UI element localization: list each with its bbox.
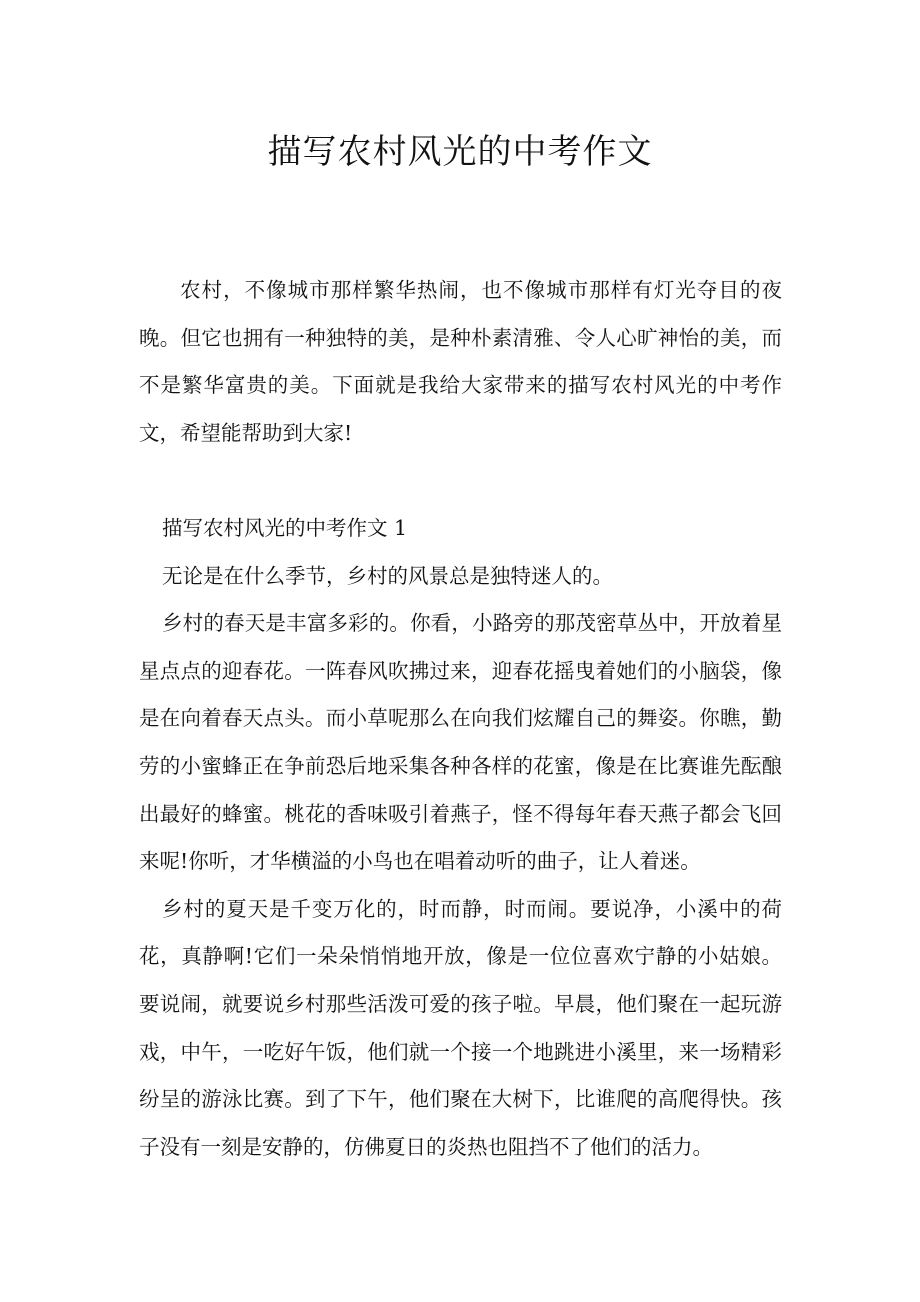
intro-paragraph: 农村，不像城市那样繁华热闹，也不像城市那样有灯光夺目的夜晚。但它也拥有一种独特的美，是种朴素清雅、令人心旷神怡的美，而不是繁华富贵的美。下面就是我给大家带来的描写农村风光的中考作文，希望能帮助到大家! xyxy=(139,278,782,445)
body-paragraph: 乡村的春天是丰富多彩的。你看，小路旁的那茂密草丛中，开放着星星点点的迎春花。一阵春风吹拂过来，迎春花摇曳着她们的小脑袋，像是在向着春天点头。而小草呢那么在向我们炫耀自己的舞姿。你瞧，勤劳的小蜜蜂正在争前恐后地采集各种各样的花蜜，像是在比赛谁先酝酿出最好的蜂蜜。桃花的香味吸引着燕子，怪不得每年春天燕子都会飞回来呢!你听，才华横溢的小鸟也在唱着动听的曲子，让人着迷。 xyxy=(139,611,782,874)
body-paragraph: 乡村的夏天是千变万化的，时而静，时而闹。要说净，小溪中的荷花，真静啊!它们一朵朵悄悄地开放，像是一位位喜欢宁静的小姑娘。要说闹，就要说乡村那些活泼可爱的孩子啦。早晨，他们聚在一起玩游戏，中午，一吃好午饭，他们就一个接一个地跳进小溪里，来一场精彩纷呈的游泳比赛。到了下午，他们聚在大树下，比谁爬的高爬得快。孩子没有一刻是安静的，仿佛夏日的炎热也阻挡不了他们的活力。 xyxy=(139,896,782,1159)
body-paragraph: 无论是在什么季节，乡村的风景总是独特迷人的。 xyxy=(162,563,613,588)
document-body xyxy=(139,267,782,1171)
section-heading: 描写农村风光的中考作文 1 xyxy=(162,515,408,540)
document-title: 描写农村风光的中考作文 xyxy=(267,132,653,172)
